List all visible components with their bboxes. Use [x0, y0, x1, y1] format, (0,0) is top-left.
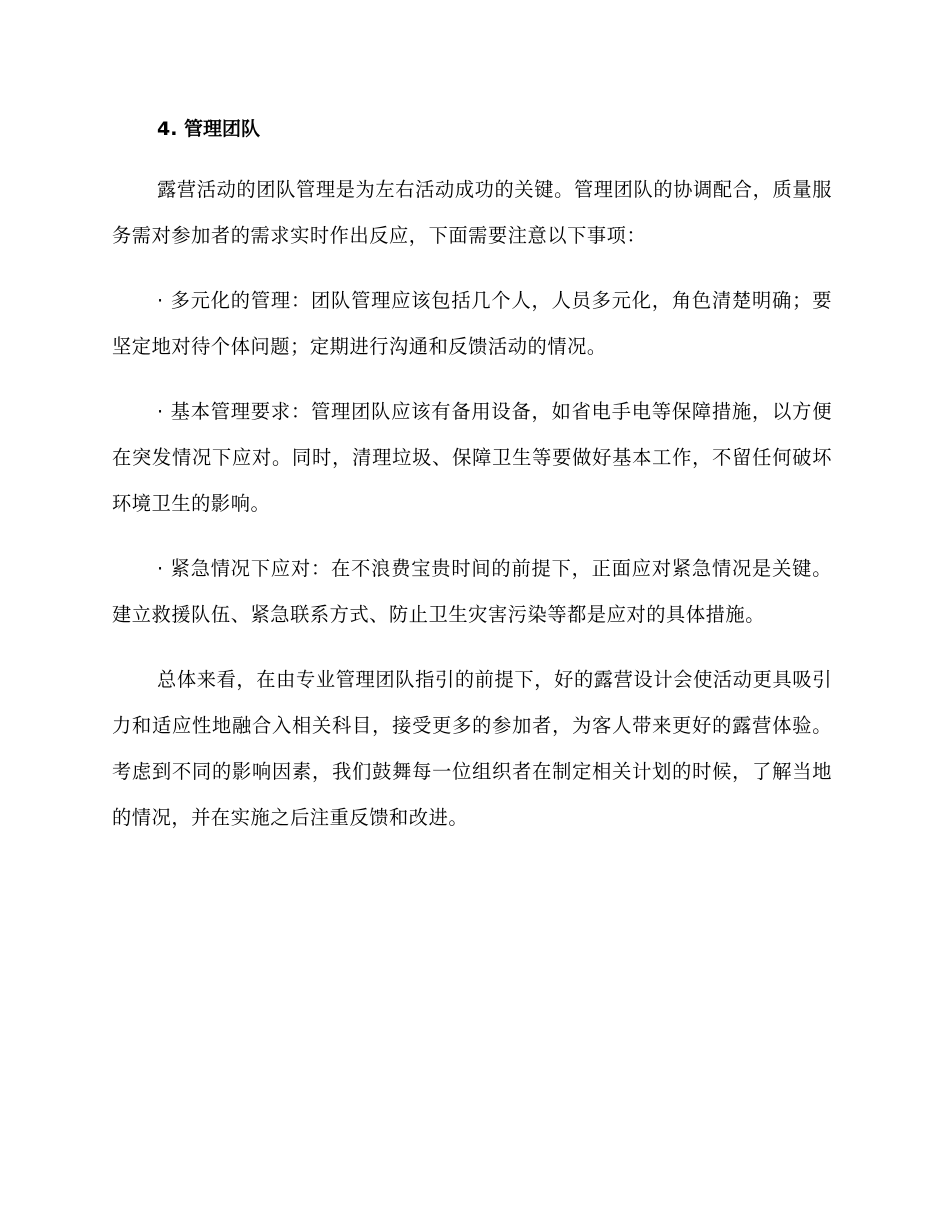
bullet-emergency-response: · 紧急情况下应对：在不浪费宝贵时间的前提下，正面应对紧急情况是关键。建立救援队伍、紧急联系方式、防止卫生灾害污染等都是应对的具体措施。	[112, 557, 832, 626]
bullet-diversified-management: · 多元化的管理：团队管理应该包括几个人，人员多元化，角色清楚明确；要坚定地对待个体问题；定期进行沟通和反馈活动的情况。	[112, 289, 832, 358]
intro-paragraph: 露营活动的团队管理是为左右活动成功的关键。管理团队的协调配合，质量服务需对参加者的需求实时作出反应，下面需要注意以下事项：	[112, 178, 832, 247]
bullet-basic-requirements: · 基本管理要求：管理团队应该有备用设备，如省电手电等保障措施，以方便在突发情况下应对。同时，清理垃圾、保障卫生等要做好基本工作，不留任何破坏环境卫生的影响。	[112, 400, 832, 515]
section-heading: 4. 管理团队	[157, 118, 261, 140]
document-page	[112, 113, 832, 860]
summary-paragraph: 总体来看，在由专业管理团队指引的前提下，好的露营设计会使活动更具吸引力和适应性地融合入相关科目，接受更多的参加者，为客人带来更好的露营体验。考虑到不同的影响因素，我们鼓舞每一位组织者在制定相关计划的时候，了解当地的情况，并在实施之后注重反馈和改进。	[112, 668, 832, 829]
